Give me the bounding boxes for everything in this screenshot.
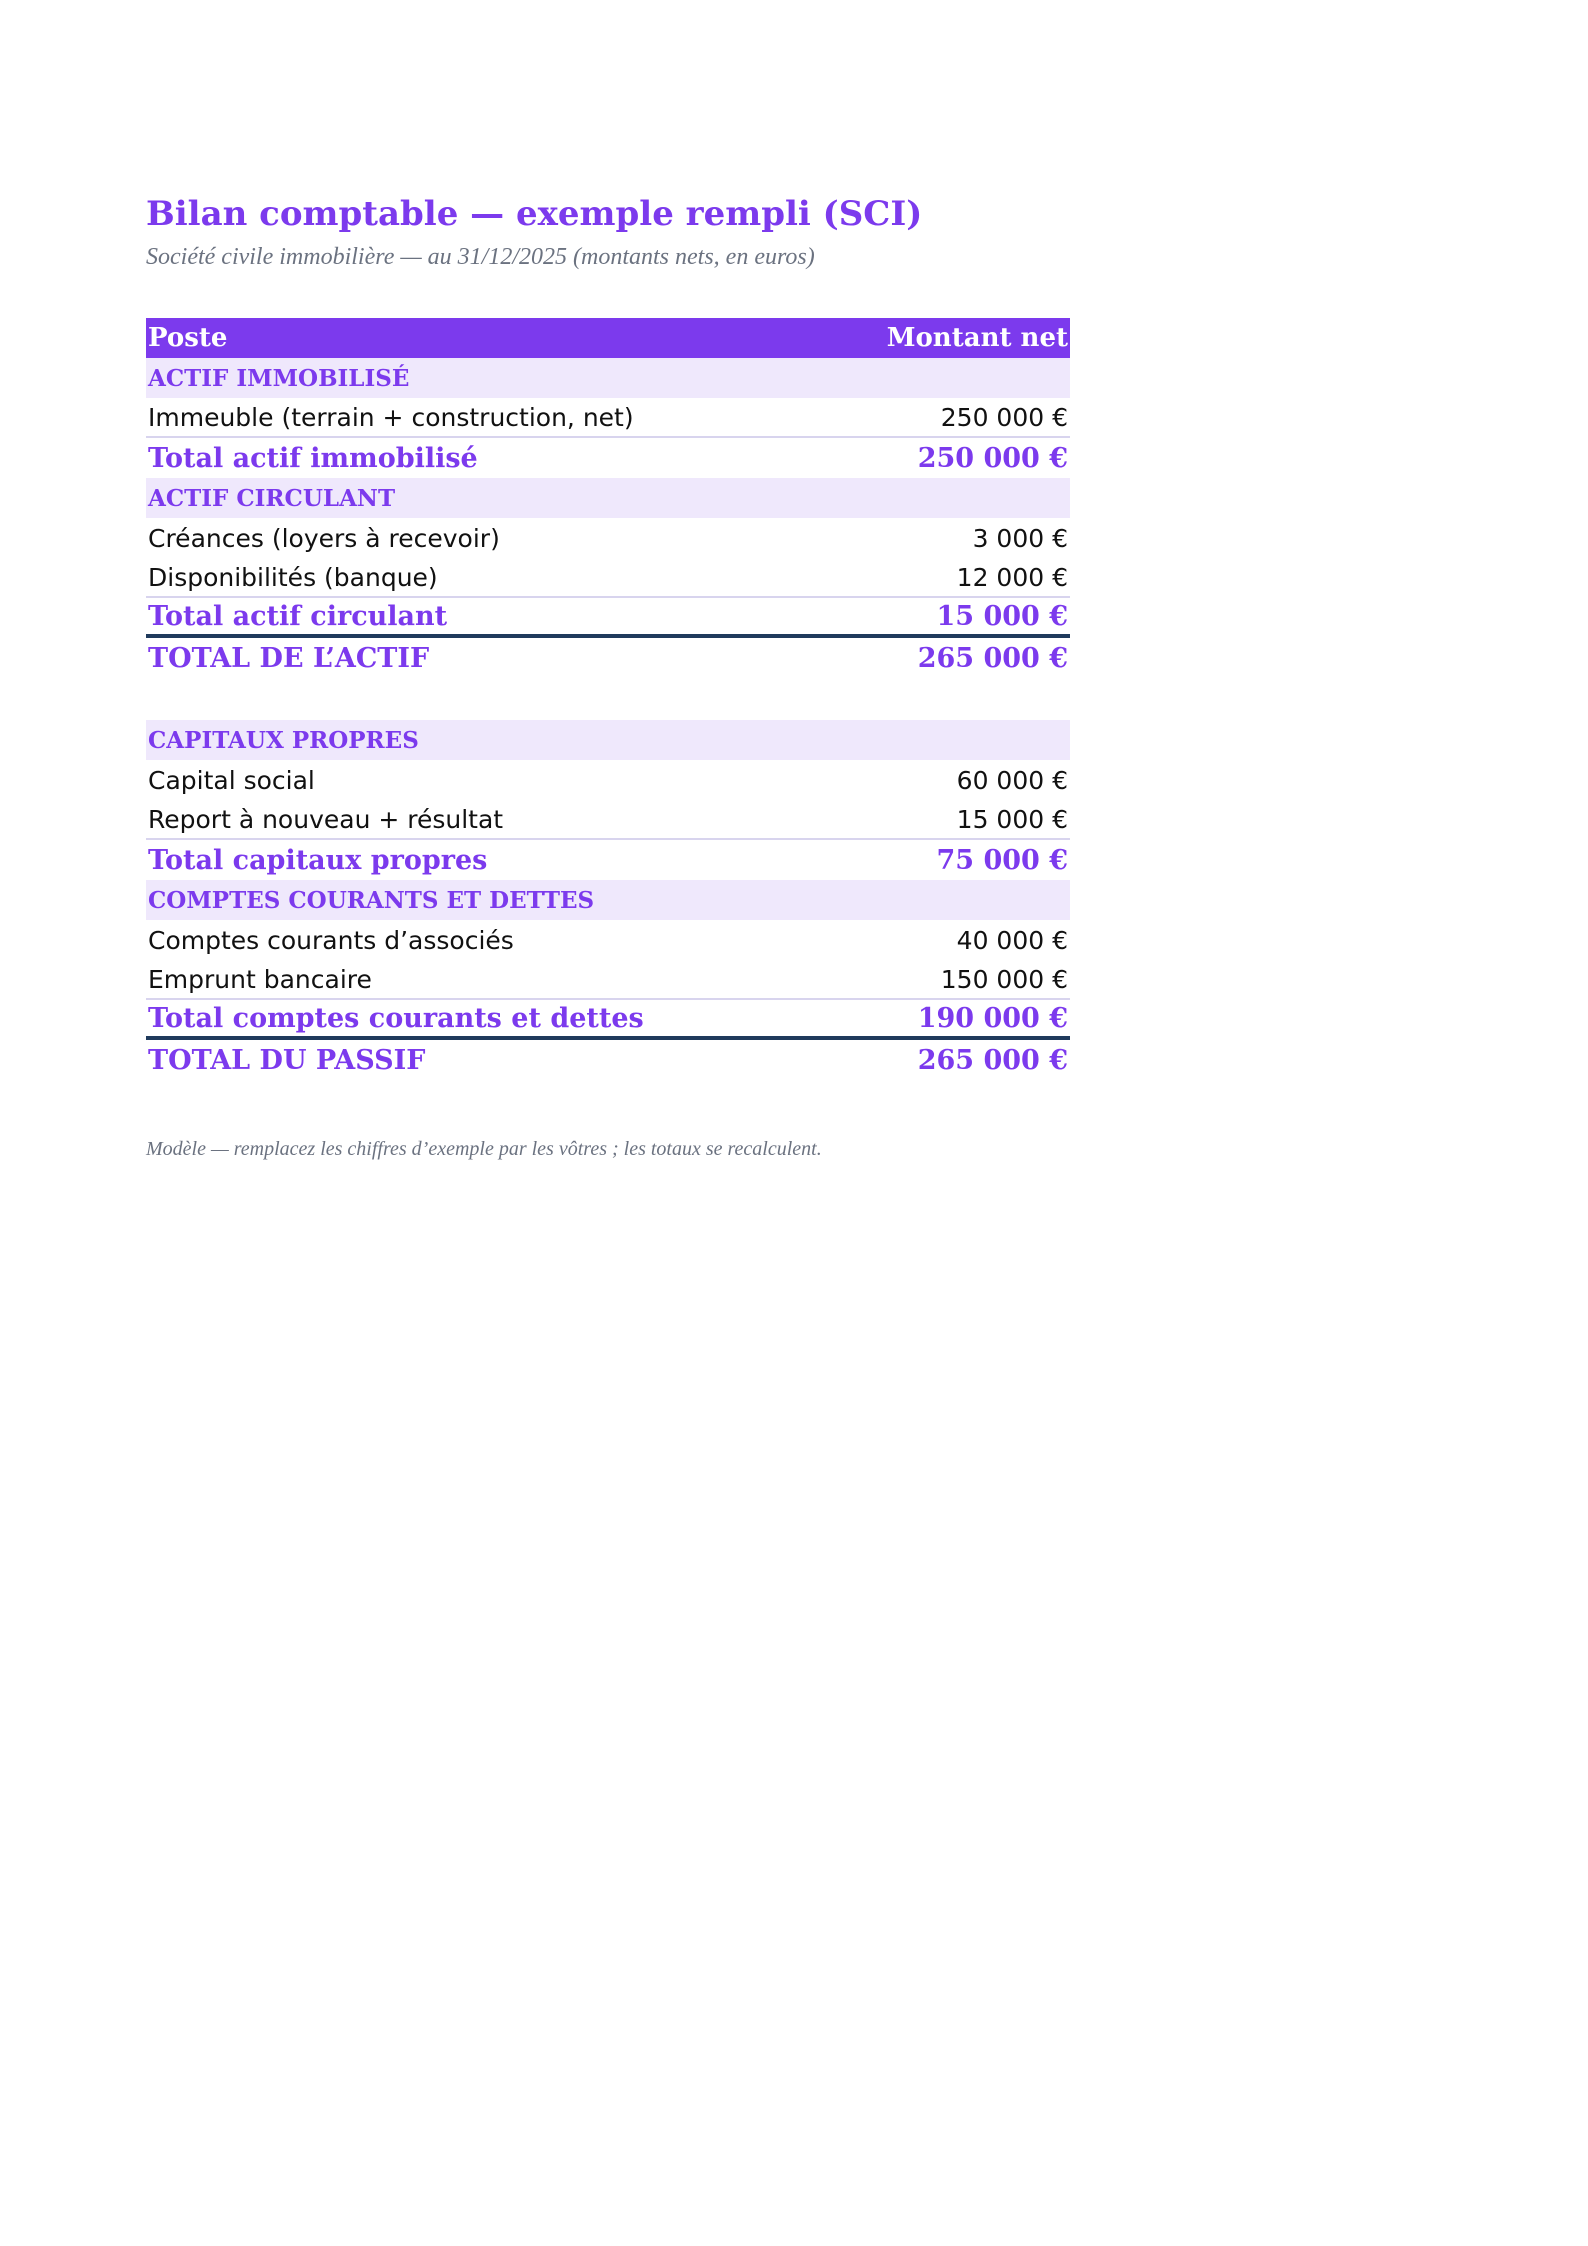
total-value: 15 000 € bbox=[936, 600, 1068, 632]
total-value: 75 000 € bbox=[936, 844, 1068, 876]
total-actif-circulant bbox=[146, 598, 1070, 638]
row-label: Créances (loyers à recevoir) bbox=[148, 523, 500, 553]
section-label: ACTIF IMMOBILISÉ bbox=[148, 364, 410, 392]
row-label: Capital social bbox=[148, 765, 315, 795]
total-label: Total capitaux propres bbox=[148, 844, 488, 876]
grand-total-value: 265 000 € bbox=[917, 1044, 1068, 1076]
section-actif-immobilise bbox=[146, 358, 1070, 398]
table-row bbox=[146, 398, 1070, 438]
table-row bbox=[146, 558, 1070, 598]
total-capitaux-propres bbox=[146, 840, 1070, 880]
grand-total-label: TOTAL DU PASSIF bbox=[148, 1044, 426, 1076]
row-value: 150 000 € bbox=[940, 964, 1068, 994]
table-row bbox=[146, 920, 1070, 960]
header-poste: Poste bbox=[148, 323, 228, 353]
row-label: Immeuble (terrain + construction, net) bbox=[148, 402, 634, 432]
row-label: Emprunt bancaire bbox=[148, 964, 372, 994]
row-value: 250 000 € bbox=[940, 402, 1068, 432]
grand-total-value: 265 000 € bbox=[917, 642, 1068, 674]
total-label: Total actif circulant bbox=[148, 600, 448, 632]
total-de-l-actif bbox=[146, 638, 1070, 678]
section-spacer bbox=[146, 678, 1070, 720]
row-value: 3 000 € bbox=[972, 523, 1068, 553]
row-label: Report à nouveau + résultat bbox=[148, 804, 504, 834]
page-subtitle: Société civile immobilière — au 31/12/2025 (montants nets, en euros) bbox=[146, 244, 815, 270]
total-label: Total actif immobilisé bbox=[148, 442, 478, 474]
row-label: Disponibilités (banque) bbox=[148, 562, 438, 592]
row-value: 12 000 € bbox=[956, 562, 1068, 592]
header-montant-net: Montant net bbox=[886, 323, 1068, 353]
row-label: Comptes courants d’associés bbox=[148, 925, 514, 955]
section-comptes-courants-dettes bbox=[146, 880, 1070, 920]
section-label: COMPTES COURANTS ET DETTES bbox=[148, 886, 595, 914]
table-header bbox=[146, 318, 1070, 358]
section-label: CAPITAUX PROPRES bbox=[148, 726, 419, 754]
document bbox=[146, 190, 1070, 1161]
total-label: Total comptes courants et dettes bbox=[148, 1002, 644, 1034]
row-value: 15 000 € bbox=[956, 804, 1068, 834]
row-value: 60 000 € bbox=[956, 765, 1068, 795]
grand-total-label: TOTAL DE L’ACTIF bbox=[148, 642, 430, 674]
footer-note: Modèle — remplacez les chiffres d’exemple par les vôtres ; les totaux se recalculent. bbox=[146, 1138, 822, 1160]
total-comptes-courants-dettes bbox=[146, 1000, 1070, 1040]
total-du-passif bbox=[146, 1040, 1070, 1080]
section-actif-circulant bbox=[146, 478, 1070, 518]
total-value: 190 000 € bbox=[917, 1002, 1068, 1034]
table-row bbox=[146, 960, 1070, 1000]
section-capitaux-propres bbox=[146, 720, 1070, 760]
table-row bbox=[146, 760, 1070, 800]
row-value: 40 000 € bbox=[956, 925, 1068, 955]
page-title: Bilan comptable — exemple rempli (SCI) bbox=[146, 194, 923, 234]
total-actif-immobilise bbox=[146, 438, 1070, 478]
total-value: 250 000 € bbox=[917, 442, 1068, 474]
section-label: ACTIF CIRCULANT bbox=[148, 484, 396, 512]
balance-sheet-table bbox=[146, 318, 1070, 1080]
table-row bbox=[146, 518, 1070, 558]
table-row bbox=[146, 800, 1070, 840]
